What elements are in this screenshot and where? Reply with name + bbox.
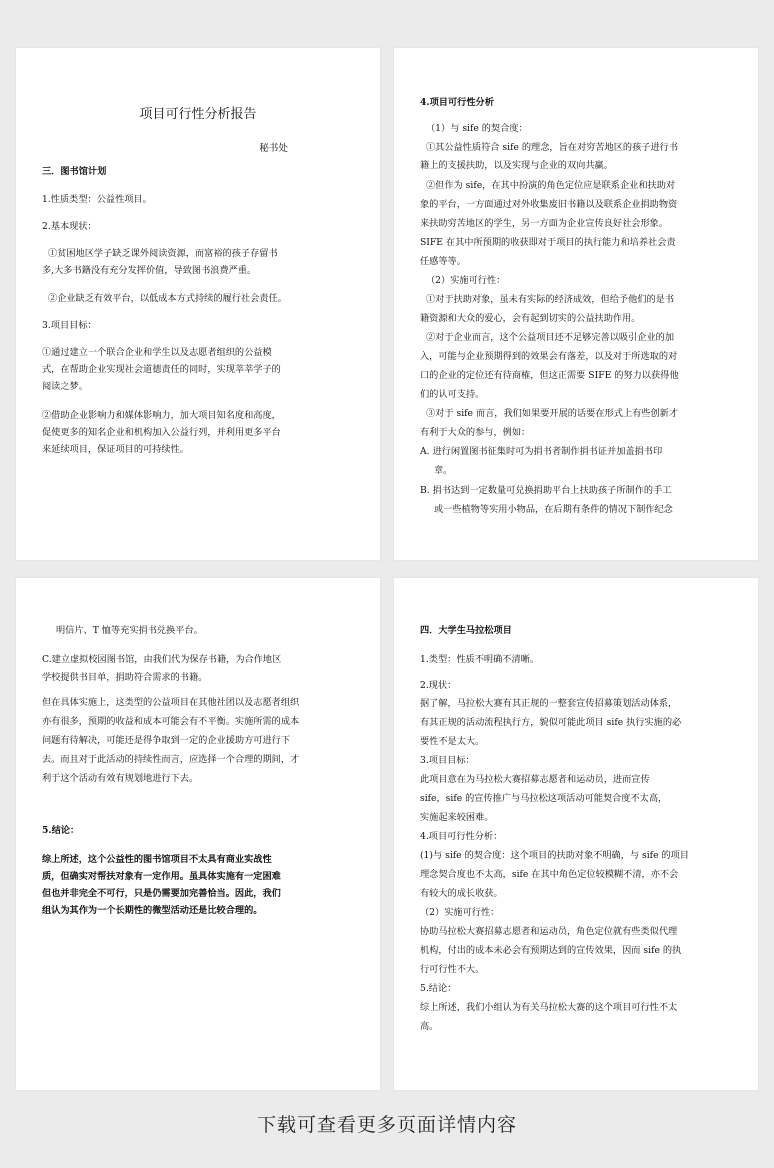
paragraph-line: 亦有很多，预期的收益和成本可能会有不平衡。实施所需的成本 <box>42 716 300 727</box>
download-more-caption: 下载可查看更多页面详情内容 <box>256 1114 517 1136</box>
paragraph-line: 多,大多书籍没有充分发挥价值，导致图书浪费严重。 <box>42 265 257 276</box>
paragraph-line: 3.项目目标： <box>420 755 475 766</box>
paragraph-line: 入，可能与企业预期得到的效果会有落差，以及对于所选取的对 <box>420 351 678 362</box>
paragraph-line: 据了解，马拉松大赛有其正规的一整套宣传招募策划活动体系， <box>420 698 678 709</box>
paragraph-line: 口的企业的定位还有待商榷，但这正需要 SIFE 的努力以获得他 <box>420 370 679 381</box>
paragraph-line: 有其正规的活动流程执行方，貌似可能此项目 sife 执行实施的必 <box>420 717 682 728</box>
paragraph-line: 4.项目可行性分析： <box>420 831 503 842</box>
paragraph-line: ①对于扶助对象，虽未有实际的经济成效，但给予他们的是书 <box>426 294 675 305</box>
document-page-2 <box>394 48 758 560</box>
document-page-1 <box>16 48 380 560</box>
paragraph-line: （2）实施可行性： <box>420 907 500 918</box>
paragraph-line: 但在具体实施上，这类型的公益项目在其他社团以及志愿者组织 <box>42 697 300 708</box>
paragraph-line: ①贫困地区学子缺乏课外阅读资源，而富裕的孩子存留书 <box>48 248 278 259</box>
document-page-4 <box>394 578 758 1090</box>
paragraph-line: 行可行性不大。 <box>420 964 485 975</box>
paragraph-line: 理念契合度也不太高，sife 在其中角色定位较模糊不清，亦不会 <box>420 869 679 880</box>
paragraph-line: sife，sife 的宣传推广与马拉松这项活动可能契合度不太高， <box>420 793 668 804</box>
paragraph-line: ②借助企业影响力和媒体影响力，加大项目知名度和高度， <box>42 410 281 421</box>
paragraph-line: 阅读之梦。 <box>42 381 88 392</box>
paragraph-line: 3.项目目标： <box>42 320 97 331</box>
section-heading: 三．图书馆计划 <box>42 166 107 177</box>
paragraph-line: C.建立虚拟校园图书馆，由我们代为保存书籍，为合作地区 <box>42 654 282 665</box>
paragraph-line: 籍上的支援扶助，以及实现与企业的双向共赢。 <box>420 160 613 171</box>
paragraph-line: 协助马拉松大赛招募志愿者和运动员，角色定位就有些类似代理 <box>420 926 678 937</box>
paragraph-line: (1)与 sife 的契合度：这个项目的扶助对象不明确，与 sife 的项目 <box>420 850 689 861</box>
paragraph-line: 籍资源和大众的爱心，会有起到切实的公益扶助作用。 <box>420 313 641 324</box>
paragraph-line: 综上所述，我们小组认为有关马拉松大赛的这个项目可行性不太 <box>420 1002 678 1013</box>
paragraph-line: 5.结论： <box>420 983 457 994</box>
paragraph-line: （2）实施可行性： <box>426 275 506 286</box>
paragraph-line: A. 进行闲置图书征集时可为捐书者制作捐书证并加盖捐书印 <box>420 446 663 457</box>
paragraph-line: 质，但确实对帮扶对象有一定作用。虽具体实施有一定困难 <box>42 871 281 882</box>
paragraph-line: 综上所述，这个公益性的图书馆项目不太具有商业实战性 <box>42 854 272 865</box>
document-page-3 <box>16 578 380 1090</box>
paragraph-line: 机构，付出的成本未必会有预期达到的宣传效果，因而 sife 的执 <box>420 945 682 956</box>
paragraph-line: 有利于大众的参与，例如： <box>420 427 531 438</box>
paragraph-line: 组认为其作为一个长期性的微型活动还是比较合理的。 <box>42 905 263 916</box>
paragraph-line: SIFE 在其中所预期的收获即对于项目的执行能力和培养社会责 <box>420 237 676 248</box>
paragraph-line: 实施起来较困难。 <box>420 812 494 823</box>
paragraph-line: B. 捐书达到一定数量可兑换捐助平台上扶助孩子所制作的手工 <box>420 485 672 496</box>
paragraph-line: 但也并非完全不可行，只是仍需要加完善恰当。因此，我们 <box>42 888 281 899</box>
paragraph-line: 去。而且对于此活动的持续性而言，应选择一个合理的期间，才 <box>42 754 300 765</box>
paragraph-line: 此项目意在为马拉松大赛招募志愿者和运动员，进而宣传 <box>420 774 650 785</box>
paragraph-line: 章。 <box>434 465 453 476</box>
paragraph-line: 要性不是太大。 <box>420 736 485 747</box>
paragraph-line: ②对于企业而言，这个公益项目还不足够完善以吸引企业的加 <box>426 332 675 343</box>
section-heading: 四．大学生马拉松项目 <box>420 625 512 636</box>
paragraph-line: 1.性质类型：公益性项目。 <box>42 194 152 205</box>
paragraph-line: 来延续项目，保证项目的可持续性。 <box>42 444 189 455</box>
paragraph-line: 明信片、T 恤等充实捐书兑换平台。 <box>56 625 203 636</box>
report-title: 项目可行性分析报告 <box>139 107 257 122</box>
paragraph-line: ②企业缺乏有效平台，以低成本方式持续的履行社会责任。 <box>48 293 287 304</box>
section-heading: 5.结论： <box>42 825 80 836</box>
paragraph-line: 来扶助穷苦地区的学生，另一方面为企业宣传良好社会形象。 <box>420 218 669 229</box>
paragraph-line: ①其公益性质符合 sife 的理念，旨在对穷苦地区的孩子进行书 <box>426 142 679 153</box>
paragraph-line: 学校提供书目单，捐助符合需求的书籍。 <box>42 672 208 683</box>
paragraph-line: 们的认可支持。 <box>420 389 485 400</box>
paragraph-line: （1）与 sife 的契合度： <box>426 123 528 134</box>
paragraph-line: 促使更多的知名企业和机构加入公益行列，并利用更多平台 <box>42 427 281 438</box>
paragraph-line: 2.现状： <box>420 680 457 691</box>
paragraph-line: 高。 <box>420 1021 439 1032</box>
paragraph-line: 2.基本现状： <box>42 221 97 232</box>
paragraph-line: ②但作为 sife，在其中扮演的角色定位应是联系企业和扶助对 <box>426 180 676 191</box>
paragraph-line: 或一些植物等实用小物品，在后期有条件的情况下制作纪念 <box>434 504 673 515</box>
paragraph-line: 问题有待解决，可能还是得争取到一定的企业援助方可进行下 <box>42 735 291 746</box>
paragraph-line: 有较大的成长收获。 <box>420 888 503 899</box>
paragraph-line: 利于这个活动有效有规划地进行下去。 <box>42 773 199 784</box>
paragraph-line: 任感等等。 <box>420 256 466 267</box>
author: 秘书处 <box>259 143 288 154</box>
paragraph-line: 式，在帮助企业实现社会道德责任的同时，实现莘莘学子的 <box>42 364 281 375</box>
paragraph-line: 1.类型：性质不明确不清晰。 <box>420 654 540 665</box>
paragraph-line: 象的平台，一方面通过对外收集废旧书籍以及联系企业捐助物资 <box>420 199 678 210</box>
paragraph-line: ①通过建立一个联合企业和学生以及志愿者组织的公益模 <box>42 347 272 358</box>
paragraph-line: ③对于 sife 而言，我们如果要开展的话要在形式上有些创新才 <box>426 408 679 419</box>
section-heading: 4.项目可行性分析 <box>420 97 494 108</box>
